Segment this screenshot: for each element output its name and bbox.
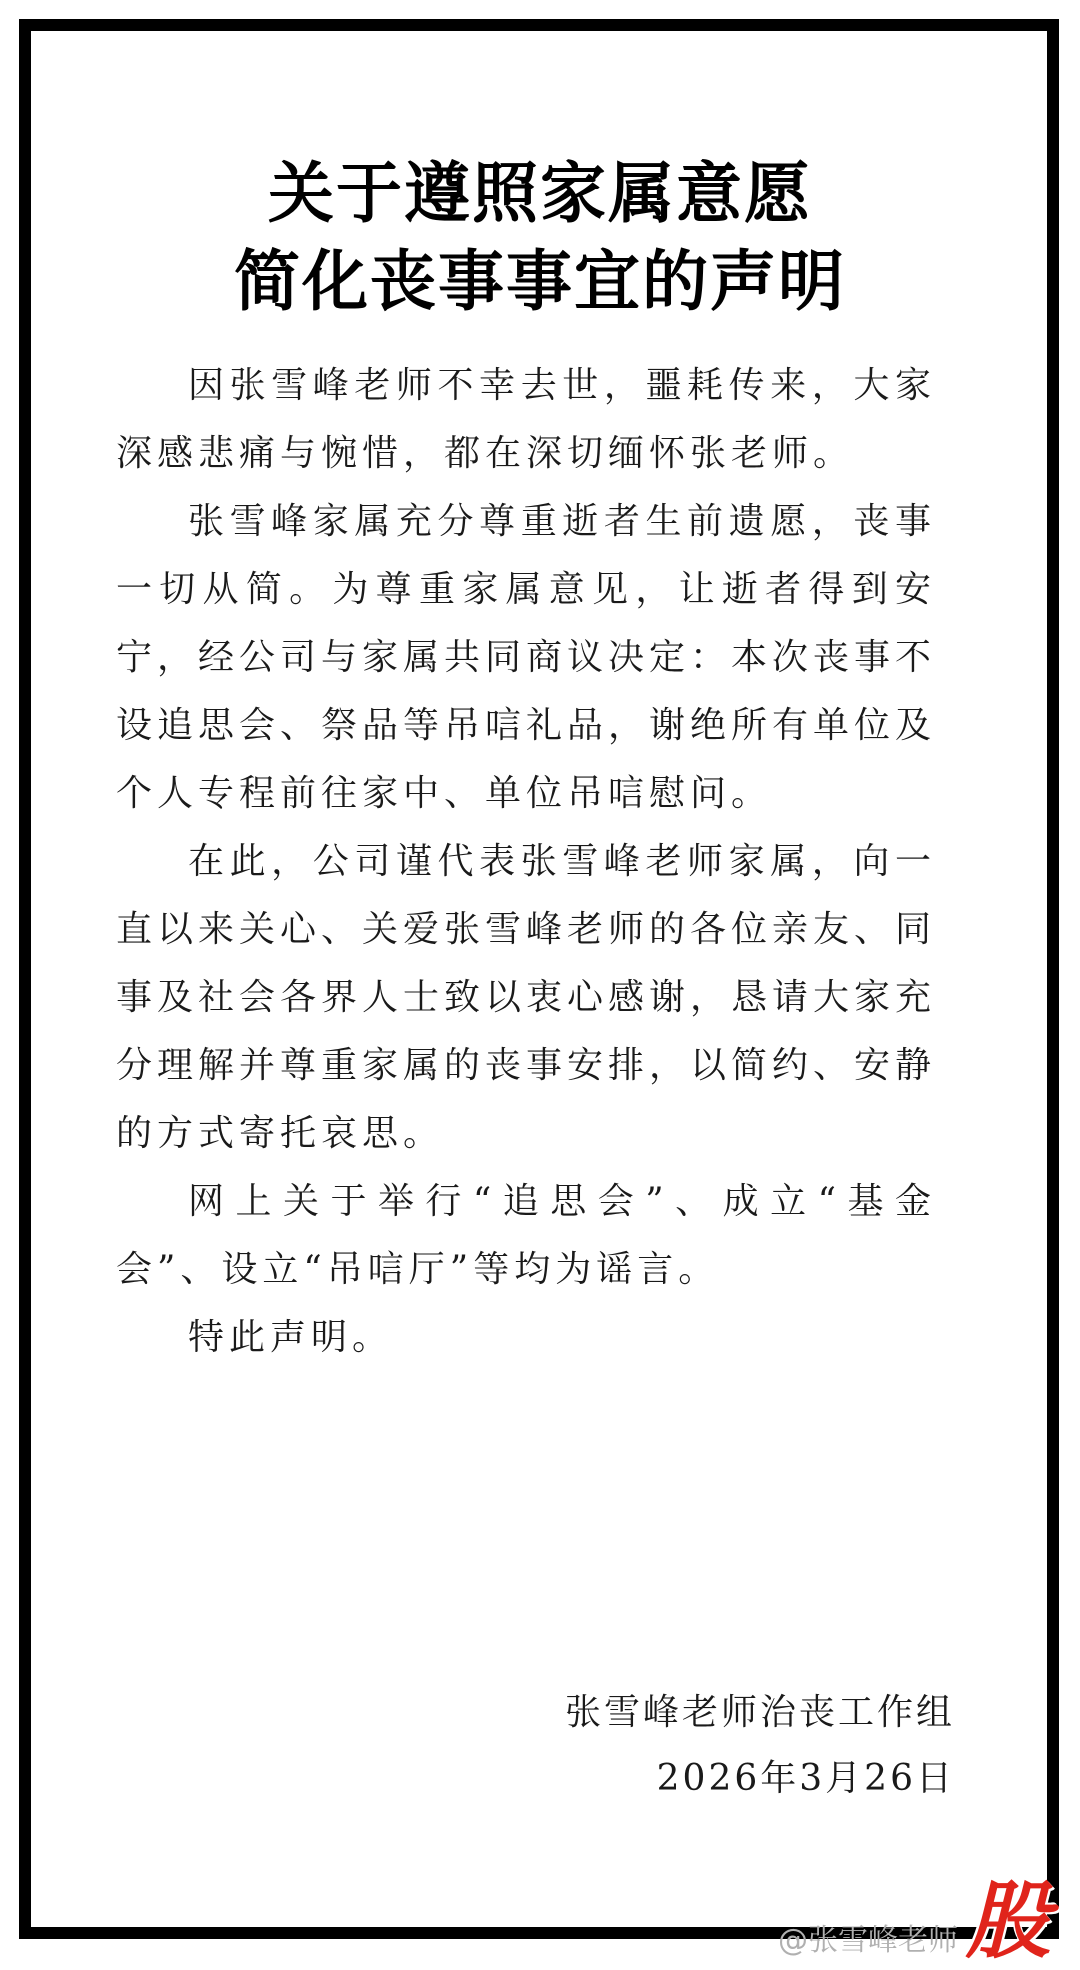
- document-title: [0, 150, 1080, 326]
- signature-organization: 张雪峰老师治丧工作组: [564, 1692, 955, 1733]
- paragraph-4: 网上关于举行“追思会”、成立“基金会”、设立“吊唁厅”等均为谣言。: [116, 1181, 936, 1290]
- signature-block: [565, 1680, 955, 1812]
- paragraph-2: 张雪峰家属充分尊重逝者生前遗愿，丧事一切从简。为尊重家属意见，让逝者得到安宁，经公司与家属共同商议决定：本次丧事不设追思会、祭品等吊唁礼品，谢绝所有单位及个人专程前往家中、单位吊唁慰问。: [116, 501, 937, 814]
- watermark: [778, 1873, 1050, 1969]
- paragraph-3: 在此，公司谨代表张雪峰老师家属，向一直以来关心、关爱张雪峰老师的各位亲友、同事及社会各界人士致以衷心感谢，恳请大家充分理解并尊重家属的丧事安排，以简约、安静的方式寄托哀思。: [116, 841, 937, 1154]
- title-line-1: 关于遵照家属意愿: [268, 155, 812, 232]
- paragraph-1: 因张雪峰老师不幸去世，噩耗传来，大家深感悲痛与惋惜，都在深切缅怀张老师。: [116, 365, 936, 474]
- document-body: [116, 352, 936, 1372]
- weibo-handle-watermark: @张雪峰老师: [777, 1923, 958, 1958]
- signature-date: 2026年3月26日: [656, 1758, 955, 1799]
- paragraph-5: 特此声明。: [188, 1317, 394, 1358]
- logo-icon: 股: [965, 1872, 1050, 1970]
- title-line-2: 简化丧事事宜的声明: [234, 243, 846, 320]
